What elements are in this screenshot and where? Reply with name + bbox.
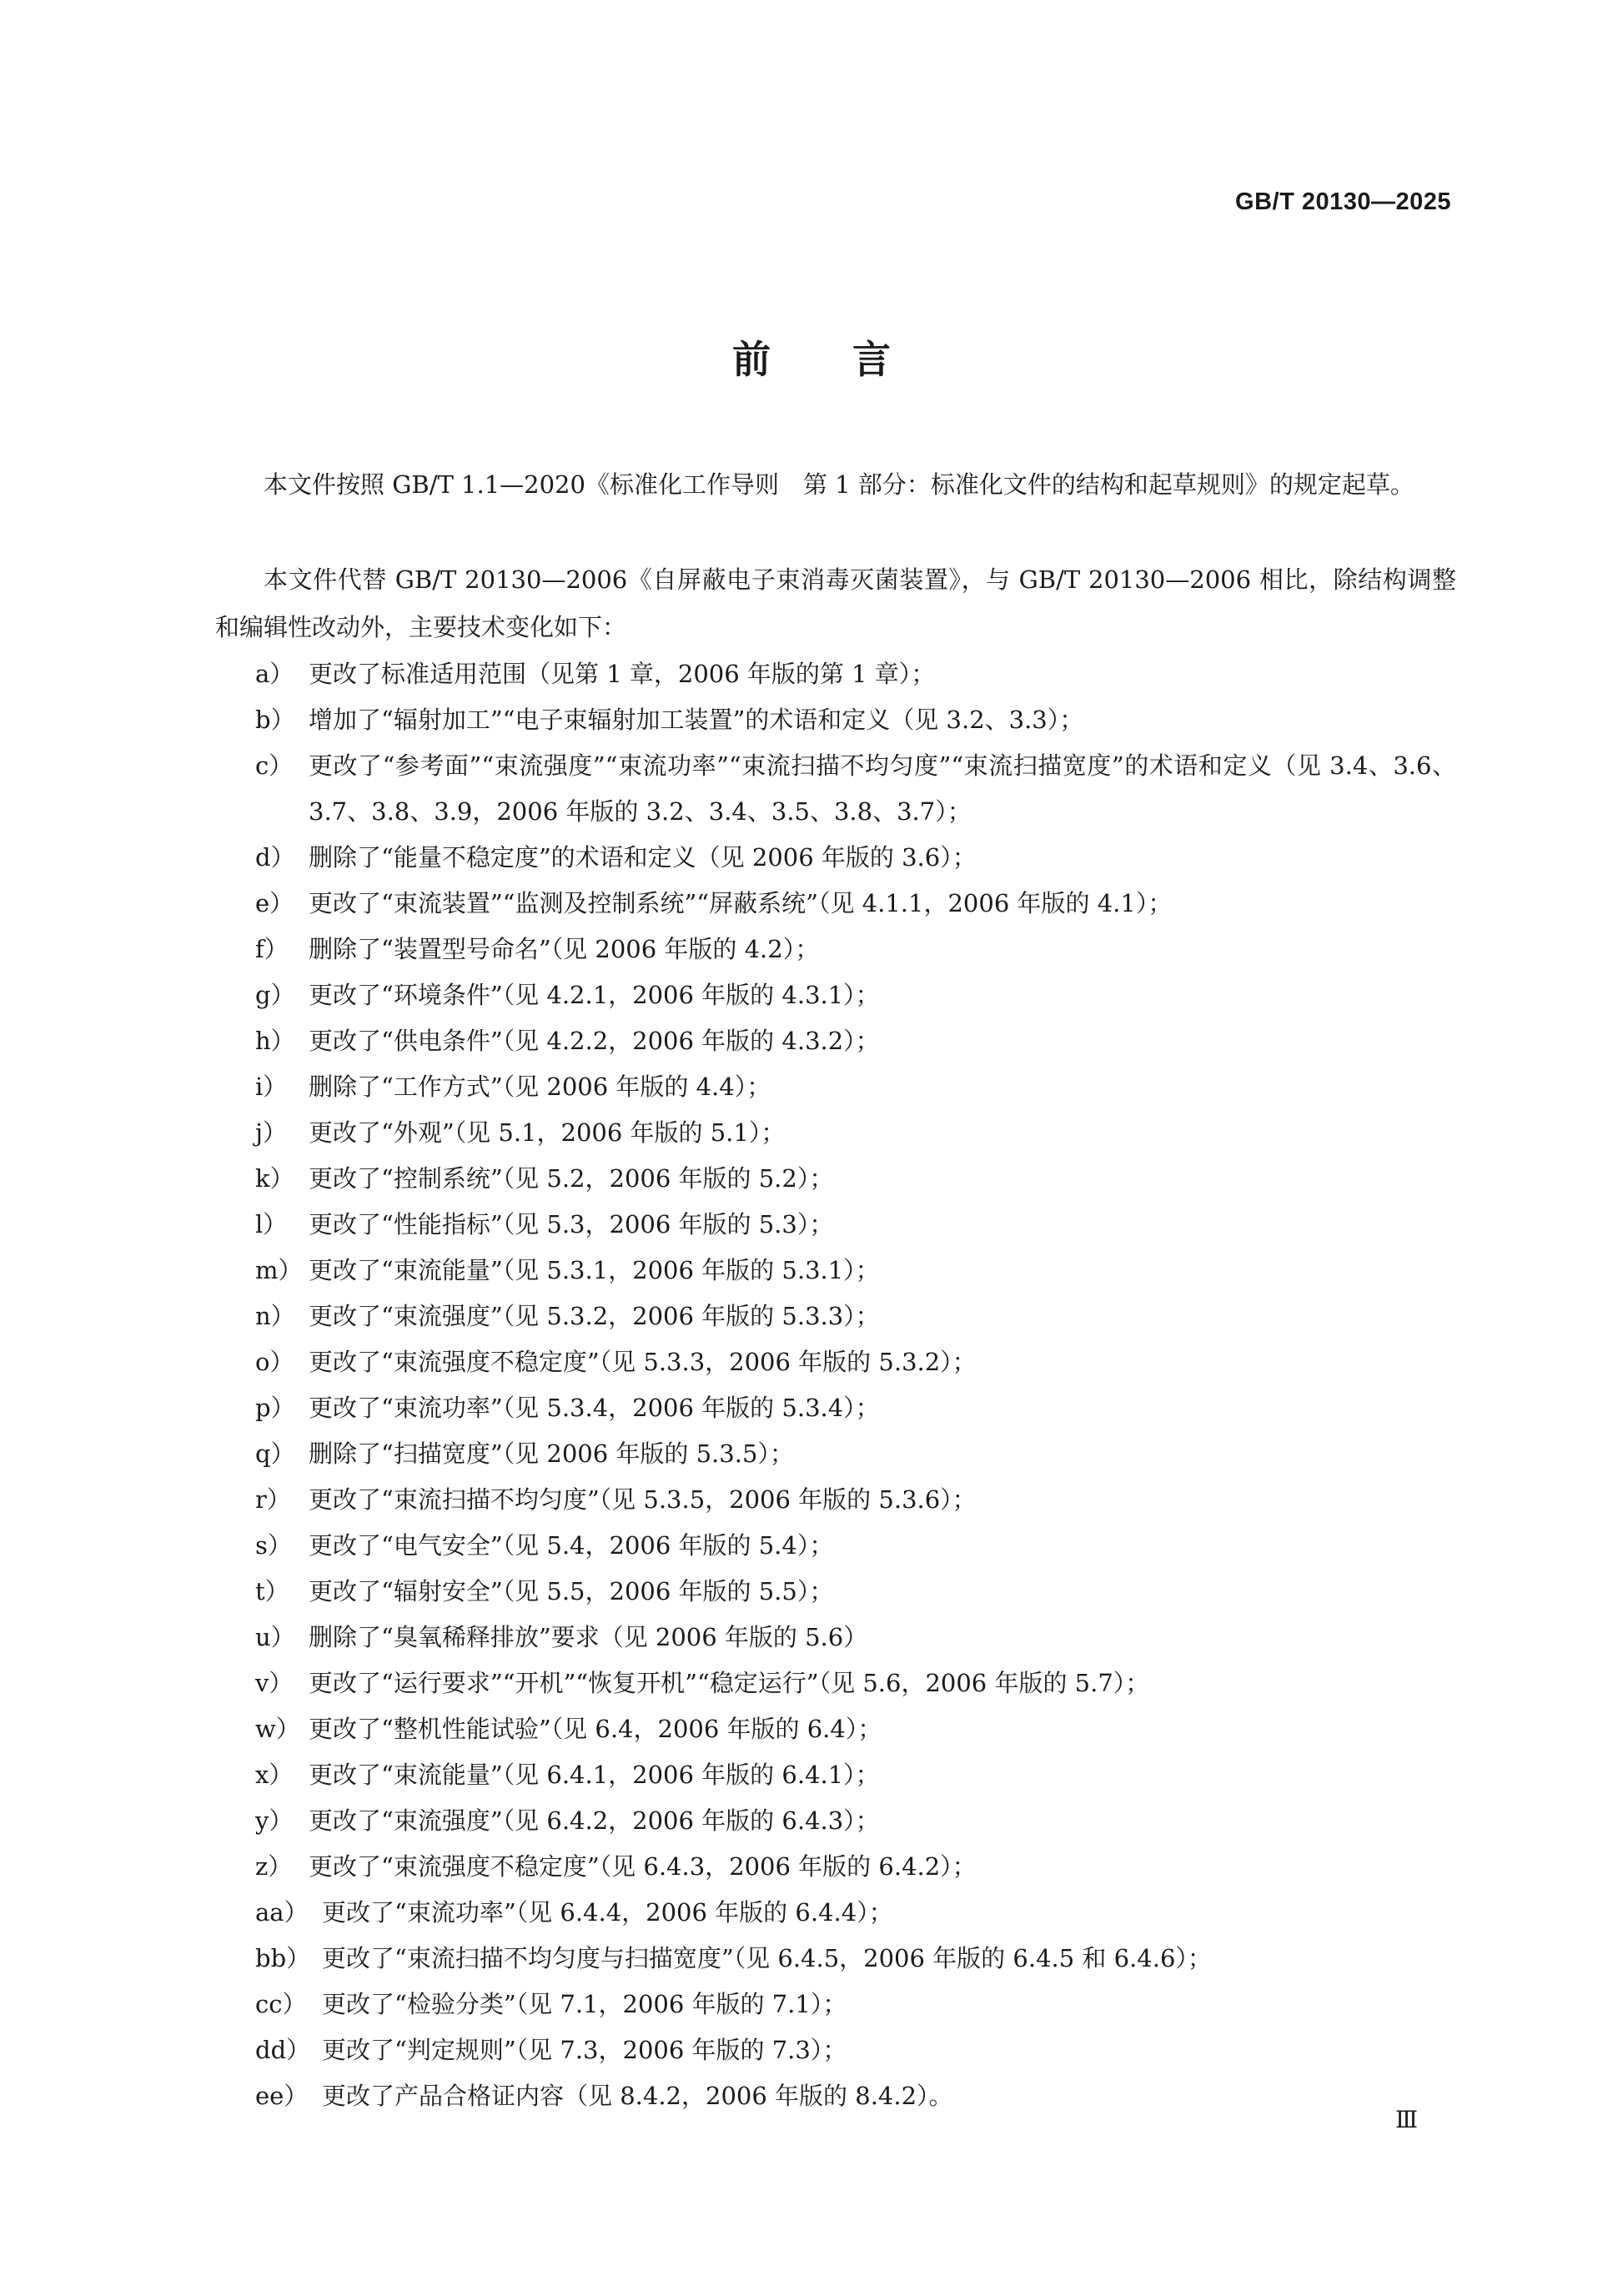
list-item-text: 删除了“扫描宽度”（见 2006 年版的 5.3.5）； [309, 1439, 794, 1468]
list-item-text: 更改了“束流扫描不均匀度”（见 5.3.5，2006 年版的 5.3.6）； [309, 1485, 977, 1514]
list-item-text: 更改了“束流强度”（见 5.3.2，2006 年版的 5.3.3）； [309, 1302, 880, 1330]
list-item-label: q） [255, 1439, 295, 1468]
list-item [255, 1110, 1456, 1156]
list-item-text: 更改了“参考面”“束流强度”“束流功率”“束流扫描不均匀度”“束流扫描宽度”的术语和定义（见 3.4、3.6、3.7、3.8、3.9，2006 年版的 3.2、3.4、3.5、3.8、3.7）； [309, 751, 1456, 826]
list-item [255, 972, 1456, 1018]
list-item-text: 更改了“束流功率”（见 5.3.4，2006 年版的 5.3.4）； [309, 1394, 880, 1422]
list-item [255, 1202, 1456, 1248]
document-code: GB/T 20130—2025 [1235, 188, 1451, 215]
list-item-label: y） [255, 1806, 294, 1835]
list-item-label: aa） [255, 1898, 309, 1927]
list-item [255, 1890, 1456, 1936]
list-item-label: u） [255, 1623, 295, 1651]
replacement-paragraph: 本文件代替 GB/T 20130—2006《自屏蔽电子束消毒灭菌装置》，与 GB/T 20130—2006 相比，除结构调整和编辑性改动外，主要技术变化如下： [215, 565, 1456, 641]
list-item-label: ee） [255, 2082, 309, 2110]
list-item [255, 1844, 1456, 1890]
page-title-part-2: 言 [852, 337, 891, 382]
list-item-text: 更改了“整机性能试验”（见 6.4，2006 年版的 6.4）； [309, 1715, 882, 1743]
list-item-label: z） [255, 1852, 293, 1881]
list-item-label: k） [255, 1164, 294, 1193]
list-item-text: 更改了“束流能量”（见 5.3.1，2006 年版的 5.3.1）； [309, 1256, 880, 1284]
list-item [255, 651, 1456, 697]
list-item-label: n） [255, 1302, 295, 1330]
list-item-label: a） [255, 660, 294, 688]
list-item [255, 927, 1456, 972]
list-item [255, 1523, 1456, 1569]
list-item-text: 更改了标准适用范围（见第 1 章，2006 年版的第 1 章）； [309, 660, 936, 688]
list-item [255, 2027, 1456, 2073]
page-number: Ⅲ [1394, 2106, 1418, 2133]
list-item [255, 1385, 1456, 1431]
list-item-text: 更改了“束流强度”（见 6.4.2，2006 年版的 6.4.3）； [309, 1806, 880, 1835]
list-item-label: g） [255, 981, 295, 1009]
list-item-text: 删除了“能量不稳定度”的术语和定义（见 2006 年版的 3.6）； [309, 843, 977, 872]
list-item [255, 1798, 1456, 1844]
list-item-text: 更改了“判定规则”（见 7.3，2006 年版的 7.3）； [322, 2036, 847, 2064]
list-item-label: x） [255, 1761, 294, 1789]
list-item-text: 更改了“束流强度不稳定度”（见 5.3.3，2006 年版的 5.3.2）； [309, 1348, 977, 1376]
list-item-label: s） [255, 1531, 292, 1560]
list-item-label: h） [255, 1027, 295, 1055]
list-item [255, 1339, 1456, 1385]
list-item [255, 2073, 1456, 2119]
list-item [255, 1431, 1456, 1477]
list-item [255, 1064, 1456, 1110]
list-item-text: 更改了“辐射安全”（见 5.5，2006 年版的 5.5）； [309, 1577, 834, 1605]
list-item-label: bb） [255, 1944, 311, 1972]
page-title-part-1: 前 [732, 337, 771, 382]
list-item [255, 1706, 1456, 1752]
list-item [255, 1615, 1456, 1660]
list-item-text: 更改了“外观”（见 5.1，2006 年版的 5.1）； [309, 1118, 786, 1147]
list-item-label: f） [255, 935, 289, 963]
list-item-text: 更改了“运行要求”“开机”“恢复开机”“稳定运行”（见 5.6，2006 年版的 5.7）； [309, 1669, 1150, 1697]
list-item-label: i） [255, 1073, 288, 1101]
list-item [255, 1982, 1456, 2027]
list-item-label: m） [255, 1256, 303, 1284]
list-item-label: d） [255, 843, 295, 872]
list-item-label: e） [255, 889, 294, 917]
list-item [255, 1660, 1456, 1706]
list-item-label: o） [255, 1348, 294, 1376]
list-item-label: dd） [255, 2036, 311, 2064]
list-item-text: 更改了“检验分类”（见 7.1，2006 年版的 7.1）； [322, 1990, 847, 2018]
list-item-text: 删除了“工作方式”（见 2006 年版的 4.4）； [309, 1073, 771, 1101]
list-item-text: 更改了“束流功率”（见 6.4.4，2006 年版的 6.4.4）； [322, 1898, 893, 1927]
list-item-label: r） [255, 1485, 291, 1514]
page-title [0, 329, 1623, 384]
list-item-label: p） [255, 1394, 295, 1422]
list-item-label: v） [255, 1669, 294, 1697]
list-item [255, 881, 1456, 927]
list-item [255, 1477, 1456, 1523]
list-item-label: c） [255, 751, 294, 780]
list-item-text: 更改了“束流扫描不均匀度与扫描宽度”（见 6.4.5，2006 年版的 6.4.5 和 6.4.6）； [322, 1944, 1212, 1972]
list-item-text: 更改了“束流装置”“监测及控制系统”“屏蔽系统”（见 4.1.1，2006 年版的 4.1）； [309, 889, 1173, 917]
list-item [255, 1936, 1456, 1982]
list-item [255, 1248, 1456, 1294]
list-item [255, 1569, 1456, 1615]
list-item [255, 1752, 1456, 1798]
list-item-text: 更改了“束流能量”（见 6.4.1，2006 年版的 6.4.1）； [309, 1761, 880, 1789]
list-item-text: 更改了产品合格证内容（见 8.4.2，2006 年版的 8.4.2）。 [322, 2082, 953, 2110]
list-item-text: 更改了“束流强度不稳定度”（见 6.4.3，2006 年版的 6.4.2）； [309, 1852, 977, 1881]
list-item-label: cc） [255, 1990, 307, 2018]
list-item-text: 更改了“性能指标”（见 5.3，2006 年版的 5.3）； [309, 1210, 834, 1238]
list-item-label: b） [255, 706, 295, 734]
list-item [255, 1156, 1456, 1202]
list-item-label: t） [255, 1577, 289, 1605]
intro-paragraph: 本文件按照 GB/T 1.1—2020《标准化工作导则 第 1 部分：标准化文件的结构和起草规则》的规定起草。 [264, 470, 1414, 499]
list-item-text: 更改了“供电条件”（见 4.2.2，2006 年版的 4.3.2）； [309, 1027, 880, 1055]
list-item [255, 1018, 1456, 1064]
list-item-text: 更改了“控制系统”（见 5.2，2006 年版的 5.2）； [309, 1164, 834, 1193]
list-item [255, 743, 1456, 835]
list-item-text: 更改了“环境条件”（见 4.2.1，2006 年版的 4.3.1）； [309, 981, 880, 1009]
list-item-text: 删除了“臭氧稀释排放”要求（见 2006 年版的 5.6） [309, 1623, 868, 1651]
list-item-text: 更改了“电气安全”（见 5.4，2006 年版的 5.4）； [309, 1531, 834, 1560]
list-item [255, 1294, 1456, 1339]
list-item [255, 835, 1456, 881]
list-item-text: 增加了“辐射加工”“电子束辐射加工装置”的术语和定义（见 3.2、3.3）； [309, 706, 1084, 734]
list-item-label: j） [255, 1118, 287, 1147]
list-item-label: l） [255, 1210, 288, 1238]
list-item-text: 删除了“装置型号命名”（见 2006 年版的 4.2）； [309, 935, 820, 963]
list-item [255, 697, 1456, 743]
list-item-label: w） [255, 1715, 300, 1743]
